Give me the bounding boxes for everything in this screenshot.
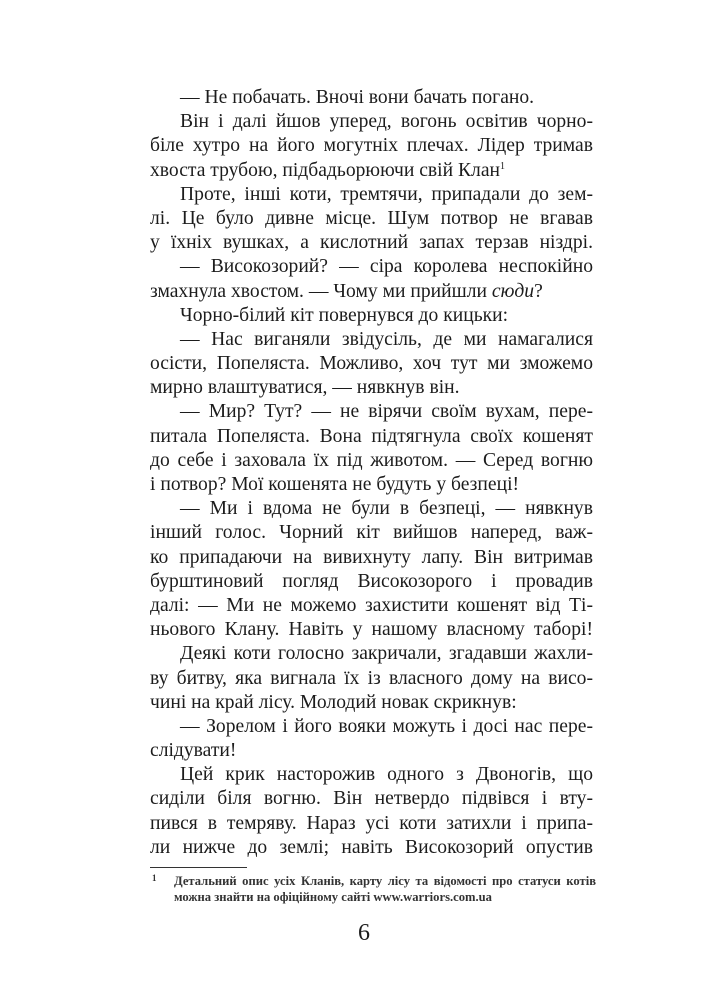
footnote-divider	[150, 867, 247, 868]
line-text: — Зорелом і його вояки можуть і досі нас пере-	[180, 715, 593, 737]
line-text: Чорно-білий кіт повернувся до кицьки:	[180, 304, 509, 326]
line-text: пився в темряву. Нараз усі коти затихли і припа-	[150, 812, 593, 834]
line-text: до себе і заховала їх під животом. — Серед вогню	[150, 449, 593, 471]
line-text: ньового Клану. Навіть у нашому власному таборі!	[150, 619, 593, 641]
text-line	[150, 667, 593, 691]
text-line	[150, 739, 593, 763]
text-line	[150, 546, 593, 570]
text-line	[150, 86, 593, 110]
line-text: Проте, інші коти, тремтячи, припадали до зем-	[180, 183, 593, 205]
page-number: 6	[358, 920, 370, 946]
footnote-text: Детальний опис усіх Кланів, карту лісу та відомості про статуси котів можна знайти на офіційному сайті www.warriors.com.ua	[174, 874, 596, 904]
text-line	[150, 836, 593, 860]
text-line	[150, 328, 593, 352]
text-line	[150, 642, 593, 666]
line-text: інший голос. Чорний кіт вийшов наперед, важ-	[150, 522, 593, 544]
line-text: мирно влаштуватися, — нявкнув він.	[150, 377, 460, 399]
line-text: Він і далі йшов уперед, вогонь освітив чорно-	[180, 111, 593, 133]
text-line	[150, 497, 593, 521]
text-line	[150, 449, 593, 473]
line-text: слідувати!	[150, 740, 237, 762]
line-text: питала Попеляста. Вона підтягнула своїх кошенят	[150, 425, 593, 447]
text-line	[150, 159, 593, 183]
line-text: — Мир? Тут? — не вірячи своїм вухам, пере-	[180, 401, 593, 423]
text-line	[150, 715, 593, 739]
text-line	[150, 207, 593, 231]
text-line	[150, 812, 593, 836]
line-text: у їхніх вушках, а кислотний запах терзав ніздрі.	[150, 232, 593, 254]
line-text: сиділи біля вогню. Він нетвердо підвівся і вту-	[150, 788, 593, 810]
line-text: ?	[534, 280, 543, 302]
text-line	[150, 570, 593, 594]
emphasis-text: сюди	[491, 280, 535, 302]
line-text: — Ми і вдома не були в безпеці, — нявкнув	[180, 498, 593, 520]
line-text: лі. Це було дивне місце. Шум потвор не вгавав	[150, 207, 593, 229]
line-text: бурштиновий погляд Високозорого і провадив	[150, 570, 593, 592]
text-line	[150, 473, 593, 497]
text-line	[150, 763, 593, 787]
text-line	[150, 352, 593, 376]
text-line	[150, 594, 593, 618]
text-line	[150, 618, 593, 642]
line-text: Цей крик насторожив одного з Двоногів, що	[180, 764, 593, 786]
text-line	[150, 691, 593, 715]
line-text: і потвор? Мої кошенята не будуть у безпеці!	[150, 474, 520, 495]
text-line	[150, 183, 593, 207]
text-line	[150, 521, 593, 545]
text-line	[150, 231, 593, 255]
footnote-reference[interactable]: 1	[500, 160, 506, 172]
text-line	[150, 400, 593, 424]
text-line	[150, 134, 593, 158]
line-text: — Нас виганяли звідусіль, де ми намагалися	[180, 328, 593, 350]
line-text: чині на край лісу. Молодий новак скрикнув:	[150, 691, 517, 713]
line-text: осісти, Попеляста. Можливо, хоч тут ми зможемо	[150, 353, 593, 375]
line-text: ко припадаючи на вивихнуту лапу. Він витримав	[150, 546, 593, 568]
footnote	[150, 873, 596, 905]
text-line	[150, 376, 593, 400]
line-text: хвоста трубою, підбадьорюючи свій Клан	[150, 159, 501, 181]
footnote-mark: 1	[152, 873, 157, 883]
body-text	[150, 86, 593, 860]
text-line	[150, 280, 593, 304]
text-line	[150, 787, 593, 811]
line-text: Деякі коти голосно закричали, згадавши жахли-	[180, 643, 593, 665]
text-line	[150, 304, 593, 328]
line-text: далі: — Ми не можемо захистити кошенят від Ті-	[150, 594, 593, 616]
line-text: ли нижче до землі; навіть Високозорий опустив	[150, 836, 593, 858]
text-line	[150, 425, 593, 449]
line-text: змахнула хвостом. — Чому ми прийшли	[150, 280, 492, 302]
line-text: ву битву, яка вигнала їх із власного дому на висо-	[150, 667, 593, 689]
line-text: біле хутро на його могутніх плечах. Лідер тримав	[150, 135, 593, 157]
line-text: — Не побачать. Вночі вони бачать погано.	[180, 87, 535, 108]
line-text: — Високозорий? — сіра королева неспокійно	[180, 256, 593, 278]
text-line	[150, 255, 593, 279]
text-line	[150, 110, 593, 134]
